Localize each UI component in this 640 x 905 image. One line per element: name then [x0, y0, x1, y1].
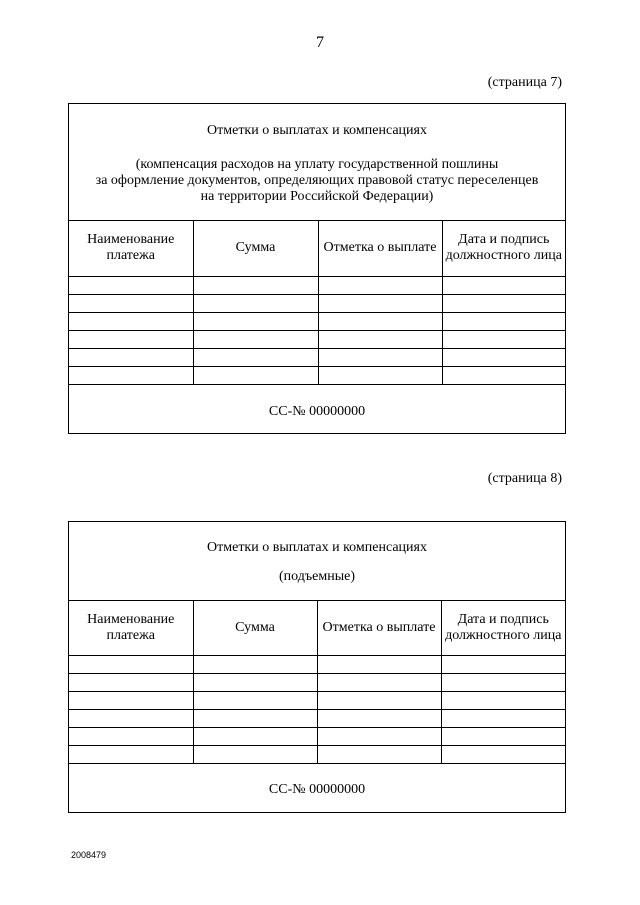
table-cell[interactable] [442, 366, 565, 384]
column-header-payment-name: Наименование платежа [69, 221, 193, 276]
table-cell[interactable] [193, 727, 317, 745]
table-row [69, 276, 565, 294]
table-cell[interactable] [69, 330, 193, 348]
form-payments-compensation-state-duty [68, 103, 566, 434]
table-cell[interactable] [441, 655, 565, 673]
table-row [69, 709, 565, 727]
table-cell[interactable] [69, 709, 193, 727]
table-cell[interactable] [318, 330, 442, 348]
form-payments-compensation-relocation [68, 521, 566, 813]
table-cell[interactable] [441, 709, 565, 727]
table-cell[interactable] [69, 727, 193, 745]
table-cell[interactable] [69, 294, 193, 312]
page-number: 7 [316, 34, 324, 51]
table-cell[interactable] [193, 366, 318, 384]
table-row [69, 294, 565, 312]
table-cell[interactable] [69, 691, 193, 709]
document-code: 2008479 [71, 850, 107, 860]
table-cell[interactable] [442, 348, 565, 366]
table-row [69, 366, 565, 384]
table-row [69, 312, 565, 330]
table-cell[interactable] [442, 276, 565, 294]
column-header-amount: Сумма [193, 221, 318, 276]
column-header-date-signature: Дата и подпись должностного лица [442, 221, 565, 276]
table-cell[interactable] [318, 312, 442, 330]
table-cell[interactable] [318, 348, 442, 366]
table-row [69, 348, 565, 366]
column-header-payment-mark: Отметка о выплате [317, 601, 441, 655]
table-cell[interactable] [442, 294, 565, 312]
form-subtitle-line: за оформление документов, определяющих правовой статус переселенцев [95, 173, 539, 188]
column-header-payment-mark: Отметка о выплате [318, 221, 442, 276]
table-row [69, 673, 565, 691]
table-cell[interactable] [317, 655, 441, 673]
table-cell[interactable] [69, 276, 193, 294]
column-header-date-signature: Дата и подпись должностного лица [441, 601, 565, 655]
table-cell[interactable] [69, 348, 193, 366]
table-cell[interactable] [193, 294, 318, 312]
table-cell[interactable] [193, 348, 318, 366]
table-cell[interactable] [317, 745, 441, 763]
table-cell[interactable] [193, 655, 317, 673]
form-subtitle-line: (подъемные) [279, 569, 355, 584]
table-cell[interactable] [317, 673, 441, 691]
table-cell[interactable] [318, 294, 442, 312]
table-row [69, 691, 565, 709]
table-cell[interactable] [318, 276, 442, 294]
table-cell[interactable] [69, 655, 193, 673]
table-cell[interactable] [317, 691, 441, 709]
form-subtitle-line: на территории Российской Федерации) [200, 189, 434, 204]
table-row [69, 330, 565, 348]
payments-table [69, 601, 565, 764]
table-cell[interactable] [69, 366, 193, 384]
form-subtitle-line: (компенсация расходов на уплату государственной пошлины [135, 157, 499, 172]
form-title: Отметки о выплатах и компенсациях [207, 540, 427, 555]
table-cell[interactable] [193, 330, 318, 348]
table-cell[interactable] [193, 312, 318, 330]
form-header [69, 104, 565, 221]
table-row [69, 727, 565, 745]
table-cell[interactable] [317, 727, 441, 745]
payments-table [69, 221, 565, 385]
table-cell[interactable] [441, 727, 565, 745]
form-footer-serial-number: СС-№ 00000000 [268, 403, 366, 419]
table-cell[interactable] [69, 673, 193, 691]
table-cell[interactable] [69, 745, 193, 763]
table-cell[interactable] [193, 745, 317, 763]
table-row [69, 745, 565, 763]
form-footer-serial-number: СС-№ 00000000 [268, 781, 366, 797]
table-cell[interactable] [193, 673, 317, 691]
table-cell[interactable] [442, 330, 565, 348]
form-header [69, 522, 565, 601]
table-cell[interactable] [441, 673, 565, 691]
page-label-7: (страница 7) [487, 75, 562, 90]
column-header-amount: Сумма [193, 601, 317, 655]
table-cell[interactable] [318, 366, 442, 384]
table-row [69, 655, 565, 673]
column-header-payment-name: Наименование платежа [69, 601, 193, 655]
table-cell[interactable] [317, 709, 441, 727]
table-cell[interactable] [193, 691, 317, 709]
table-cell[interactable] [442, 312, 565, 330]
table-cell[interactable] [441, 691, 565, 709]
form-title: Отметки о выплатах и компенсациях [207, 123, 427, 138]
table-cell[interactable] [193, 709, 317, 727]
page-label-8: (страница 8) [487, 471, 562, 486]
table-cell[interactable] [441, 745, 565, 763]
table-cell[interactable] [193, 276, 318, 294]
table-cell[interactable] [69, 312, 193, 330]
